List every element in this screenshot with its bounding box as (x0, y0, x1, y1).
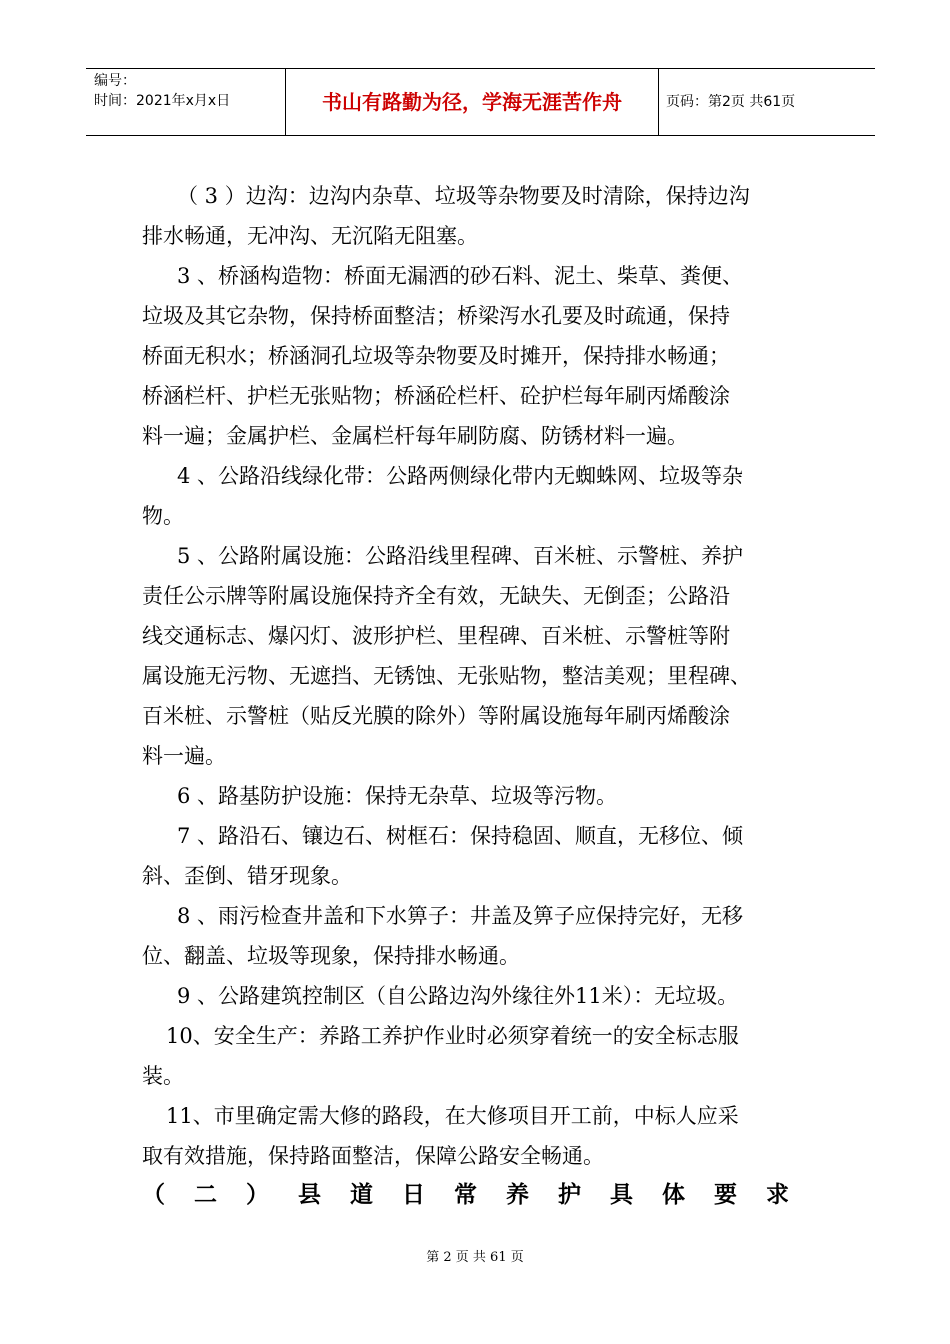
body-paragraph (142, 896, 842, 976)
paragraph-line: 线交通标志、爆闪灯、波形护栏、里程碑、百米桩、示警桩等附 (142, 624, 730, 648)
header-divider-right (658, 69, 659, 136)
body-paragraph (142, 536, 842, 776)
paragraph-line: （ 3 ）边沟：边沟内杂草、垃圾等杂物要及时清除，保持边沟 (177, 184, 750, 208)
paragraph-line: 排水畅通，无冲沟、无沉陷无阻塞。 (142, 224, 478, 248)
paragraph-line: 5 、公路附属设施：公路沿线里程碑、百米桩、示警桩、养护 (177, 544, 744, 568)
paragraph-line: 责任公示牌等附属设施保持齐全有效，无缺失、无倒歪；公路沿 (142, 584, 730, 608)
document-body (142, 176, 842, 1176)
paragraph-line: 装。 (142, 1064, 184, 1088)
paragraph-line: 料一遍。 (142, 744, 226, 768)
paragraph-line: 9 、公路建筑控制区（自公路边沟外缘往外11米）：无垃圾。 (177, 984, 739, 1008)
body-paragraph (142, 776, 842, 816)
body-paragraph (142, 176, 842, 256)
paragraph-line: 3 、桥涵构造物：桥面无漏洒的砂石料、泥土、柴草、粪便、 (177, 264, 744, 288)
paragraph-line: 11、市里确定需大修的路段，在大修项目开工前，中标人应采 (166, 1104, 739, 1128)
page-footer: 第 2 页 共 61 页 (426, 1250, 524, 1265)
paragraph-line: 属设施无污物、无遮挡、无锈蚀、无张贴物，整洁美观；里程碑、 (142, 664, 751, 688)
paragraph-line: 6 、路基防护设施：保持无杂草、垃圾等污物。 (177, 784, 618, 808)
body-paragraph (142, 1016, 842, 1096)
paragraph-line: 4 、公路沿线绿化带：公路两侧绿化带内无蜘蛛网、垃圾等杂 (177, 464, 744, 488)
section-heading: （二）县道日常养护具体要求 (142, 1182, 818, 1208)
paragraph-line: 物。 (142, 504, 184, 528)
header-page-label: 页码：第2页 共61页 (666, 94, 796, 110)
body-paragraph (142, 976, 842, 1016)
body-paragraph (142, 456, 842, 536)
paragraph-line: 桥涵栏杆、护栏无张贴物；桥涵砼栏杆、砼护栏每年刷丙烯酸涂 (142, 384, 730, 408)
paragraph-line: 百米桩、示警桩（贴反光膜的除外）等附属设施每年刷丙烯酸涂 (142, 704, 730, 728)
paragraph-line: 7 、路沿石、镶边石、树框石：保持稳固、顺直，无移位、倾 (177, 824, 744, 848)
body-paragraph (142, 816, 842, 896)
paragraph-line: 位、翻盖、垃圾等现象，保持排水畅通。 (142, 944, 520, 968)
paragraph-line: 桥面无积水；桥涵洞孔垃圾等杂物要及时摊开，保持排水畅通； (142, 344, 730, 368)
paragraph-line: 斜、歪倒、错牙现象。 (142, 864, 352, 888)
paragraph-line: 料一遍；金属护栏、金属栏杆每年刷防腐、防锈材料一遍。 (142, 424, 688, 448)
header-meta (94, 71, 230, 111)
header-motto: 书山有路勤为径，学海无涯苦作舟 (322, 90, 622, 114)
document-number-label: 编号： (94, 73, 136, 89)
paragraph-line: 10、安全生产：养路工养护作业时必须穿着统一的安全标志服 (166, 1024, 739, 1048)
paragraph-line: 8 、雨污检查井盖和下水箅子：井盖及箅子应保持完好，无移 (177, 904, 744, 928)
body-paragraph (142, 1096, 842, 1176)
page-header (86, 68, 875, 136)
paragraph-line: 垃圾及其它杂物，保持桥面整洁；桥梁泻水孔要及时疏通，保持 (142, 304, 730, 328)
document-time-label: 时间：2021年x月x日 (94, 93, 231, 109)
body-paragraph (142, 256, 842, 456)
paragraph-line: 取有效措施，保持路面整洁，保障公路安全畅通。 (142, 1144, 604, 1168)
